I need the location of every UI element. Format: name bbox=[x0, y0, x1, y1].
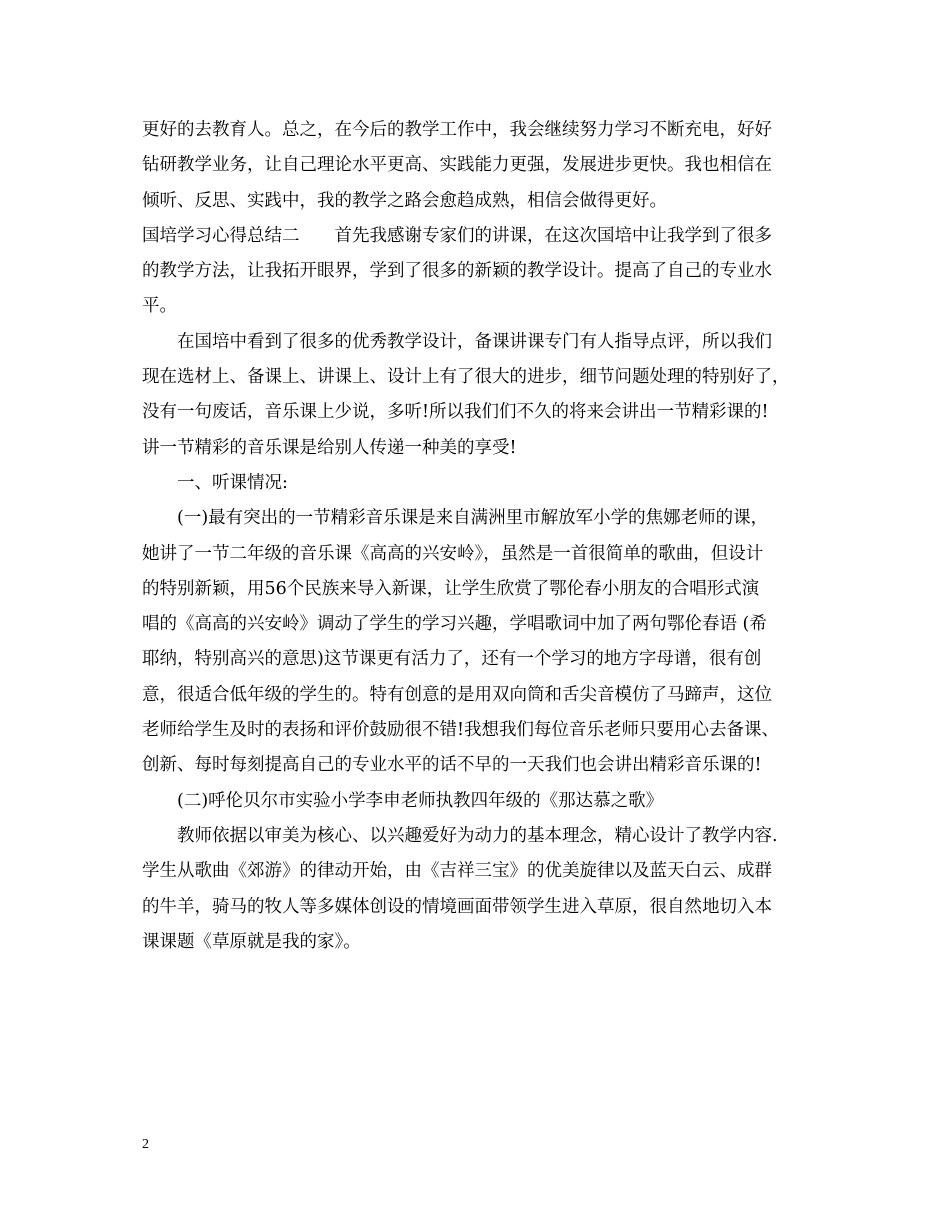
page-number: 2 bbox=[142, 1137, 149, 1152]
text-line: 的牛羊，骑马的牧人等多媒体创设的情境画面带领学生进入草原，很自然地切入本 bbox=[142, 896, 772, 917]
text-line: 创新、每时每刻提高自己的专业水平的话不早的一天我们也会讲出精彩音乐课的! bbox=[142, 755, 762, 776]
text-line: 现在选材上、备课上、讲课上、设计上有了很大的进步，细节问题处理的特别好了， bbox=[142, 367, 790, 388]
text-line: 意，很适合低年级的学生的。特有创意的是用双向筒和舌尖音模仿了马蹄声，这位 bbox=[142, 684, 772, 705]
text-line: 没有一句废话，音乐课上少说，多听!所以我们们不久的将来会讲出一节精彩课的! bbox=[142, 402, 769, 423]
text-line: 唱的《高高的兴安岭》调动了学生的学习兴趣，学唱歌词中加了两句鄂伦春语 (希 bbox=[142, 614, 767, 635]
text-line: 钻研教学业务，让自己理论水平更高、实践能力更强，发展进步更快。我也相信在 bbox=[142, 155, 772, 176]
text-line: 老师给学生及时的表扬和评价鼓励很不错!我想我们每位音乐老师只要用心去备课、 bbox=[142, 720, 780, 741]
text-line: 学生从歌曲《郊游》的律动开始，由《吉祥三宝》的优美旋律以及蓝天白云、成群 bbox=[142, 861, 772, 882]
text-line: 耶纳，特别高兴的意思)这节课更有活力了，还有一个学习的地方字母谱，很有创 bbox=[142, 649, 762, 670]
text-line: 更好的去教育人。总之，在今后的教学工作中，我会继续努力学习不断充电，好好 bbox=[142, 120, 772, 140]
body-text bbox=[142, 113, 822, 960]
subheading-line: 一、听课情况: bbox=[142, 472, 288, 493]
text-line: 讲一节精彩的音乐课是给别人传递一种美的享受! bbox=[142, 437, 517, 458]
text-line: 她讲了一节二年级的音乐课《高高的兴安岭》，虽然是一首很简单的歌曲，但设计 bbox=[142, 543, 764, 564]
text-line: 在国培中看到了很多的优秀教学设计，备课讲课专门有人指导点评，所以我们 bbox=[142, 331, 772, 352]
text-line: 平。 bbox=[142, 296, 177, 317]
subheading-line: (二)呼伦贝尔市实验小学李申老师执教四年级的《那达慕之歌》 bbox=[142, 790, 664, 811]
text-line: 的教学方法，让我拓开眼界，学到了很多的新颖的教学设计。提高了自己的专业水 bbox=[142, 261, 772, 282]
text-line: 教师依据以审美为核心、以兴趣爱好为动力的基本理念，精心设计了教学内容. bbox=[142, 825, 778, 846]
text-line: 课课题《草原就是我的家》。 bbox=[142, 931, 361, 952]
section-heading-line: 国培学习心得总结二 首先我感谢专家们的讲课，在这次国培中让我学到了很多 bbox=[142, 225, 772, 246]
text-line: 倾听、反思、实践中，我的教学之路会愈趋成熟，相信会做得更好。 bbox=[142, 190, 667, 211]
text-line: 的特别新颖，用56个民族来导入新课，让学生欣赏了鄂伦春小朋友的合唱形式演 bbox=[142, 578, 760, 599]
text-line: (一)最有突出的一节精彩音乐课是来自满洲里市解放军小学的焦娜老师的课， bbox=[142, 508, 769, 529]
